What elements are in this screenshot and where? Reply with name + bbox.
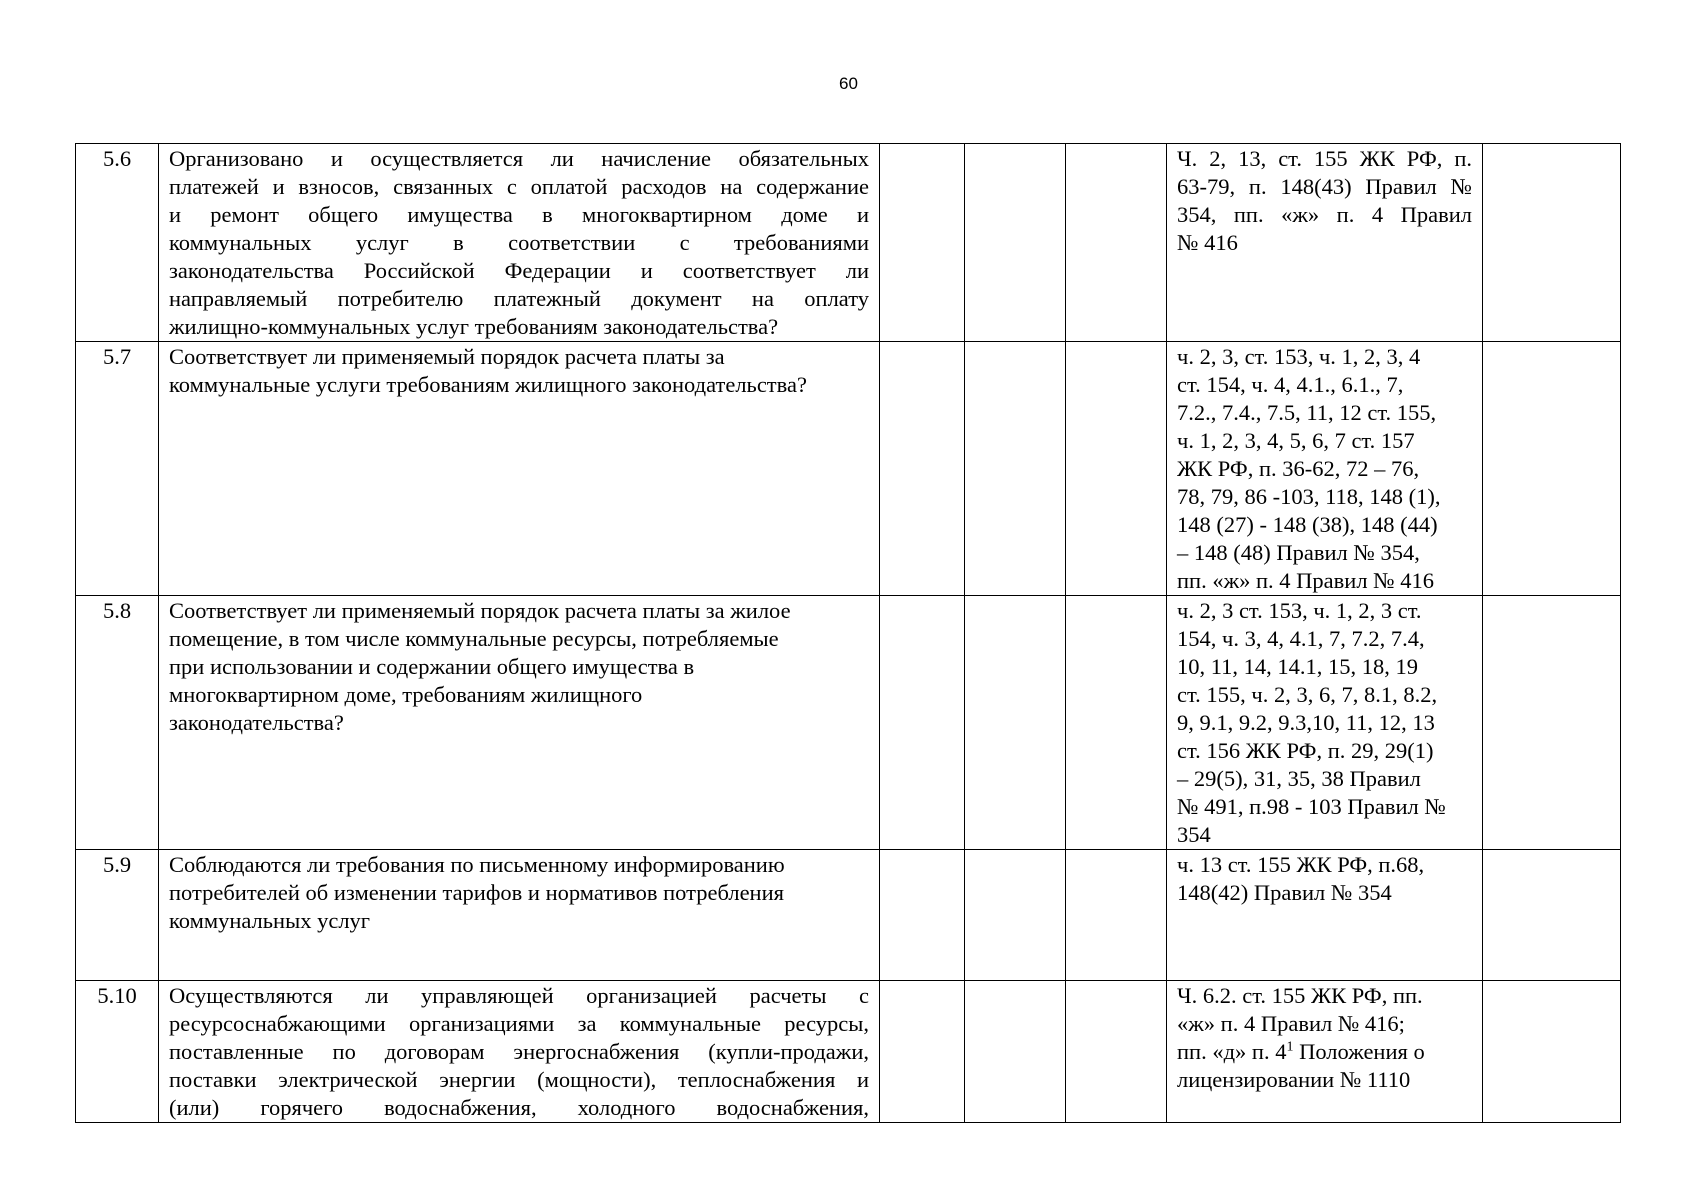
- law-line: ч. 2, 3 ст. 153, ч. 1, 2, 3 ст.: [1177, 598, 1422, 623]
- question-line: Соответствует ли применяемый порядок расчета платы за жилое: [169, 598, 791, 623]
- law-line: 154, ч. 3, 4, 4.1, 7, 7.2, 7.4,: [1177, 626, 1425, 651]
- question-line: Осуществляются ли управляющей организацией расчеты с: [169, 983, 869, 1008]
- law-line: № 416: [1177, 230, 1238, 255]
- question-line: коммунальных услуг в соответствии с требованиями: [169, 230, 869, 255]
- question-line: жилищно-коммунальных услуг требованиям законодательства?: [169, 314, 779, 339]
- law-reference-cell: [1167, 596, 1483, 850]
- empty-cell: [965, 596, 1066, 850]
- law-line: 7.2., 7.4., 7.5, 11, 12 ст. 155,: [1177, 400, 1437, 425]
- page-number: 60: [839, 74, 858, 93]
- empty-cell: [880, 144, 965, 342]
- question-cell: [159, 596, 880, 850]
- empty-cell: [965, 850, 1066, 981]
- empty-cell: [965, 342, 1066, 596]
- empty-cell: [1483, 596, 1621, 850]
- question-line: ресурсоснабжающими организациями за коммунальные ресурсы,: [169, 1011, 869, 1036]
- law-line: 354: [1177, 822, 1211, 847]
- law-reference-cell: [1167, 144, 1483, 342]
- empty-cell: [1483, 144, 1621, 342]
- question-line: законодательства?: [169, 710, 344, 735]
- law-line: Ч. 2, 13, ст. 155 ЖК РФ, п.: [1177, 146, 1472, 171]
- law-line: ЖК РФ, п. 36-62, 72 – 76,: [1177, 456, 1420, 481]
- law-line: 9, 9.1, 9.2, 9.3,10, 11, 12, 13: [1177, 710, 1435, 735]
- question-cell: [159, 342, 880, 596]
- row-number: 5.10: [76, 981, 159, 1123]
- law-line: 148 (27) - 148 (38), 148 (44): [1177, 512, 1438, 537]
- empty-cell: [1066, 850, 1167, 981]
- law-reference-cell: [1167, 981, 1483, 1123]
- question-line: коммунальные услуги требованиям жилищного законодательства?: [169, 372, 807, 397]
- question-line: помещение, в том числе коммунальные ресурсы, потребляемые: [169, 626, 779, 651]
- law-line: – 148 (48) Правил № 354,: [1177, 540, 1420, 565]
- law-line: 10, 11, 14, 14.1, 15, 18, 19: [1177, 654, 1419, 679]
- law-line-prefix: пп. «д» п. 4: [1177, 1039, 1287, 1064]
- question-line: поставленные по договорам энергоснабжения (купли-продажи,: [169, 1039, 869, 1064]
- empty-cell: [1483, 981, 1621, 1123]
- table-row: [76, 596, 1621, 850]
- empty-cell: [1066, 342, 1167, 596]
- law-line: ч. 2, 3, ст. 153, ч. 1, 2, 3, 4: [1177, 344, 1421, 369]
- question-line: (или) горячего водоснабжения, холодного водоснабжения,: [169, 1095, 869, 1120]
- row-number: 5.7: [76, 342, 159, 596]
- question-line: Соответствует ли применяемый порядок расчета платы за: [169, 344, 725, 369]
- question-line: при использовании и содержании общего имущества в: [169, 654, 695, 679]
- law-line: 354, пп. «ж» п. 4 Правил: [1177, 202, 1472, 227]
- table-row: [76, 144, 1621, 342]
- question-cell: [159, 850, 880, 981]
- question-line: законодательства Российской Федерации и соответствует ли: [169, 258, 869, 283]
- checklist-table: [75, 143, 1621, 1123]
- question-line: направляемый потребителю платежный документ на оплату: [169, 286, 869, 311]
- row-number: 5.9: [76, 850, 159, 981]
- law-line: 63-79, п. 148(43) Правил №: [1177, 174, 1472, 199]
- question-line: и ремонт общего имущества в многоквартирном доме и: [169, 202, 869, 227]
- empty-cell: [965, 144, 1066, 342]
- empty-cell: [1066, 144, 1167, 342]
- question-line: платежей и взносов, связанных с оплатой расходов на содержание: [169, 174, 869, 199]
- law-reference-cell: [1167, 850, 1483, 981]
- question-cell: [159, 981, 880, 1123]
- law-line: ст. 154, ч. 4, 4.1., 6.1., 7,: [1177, 372, 1404, 397]
- question-cell: [159, 144, 880, 342]
- question-line: коммунальных услуг: [169, 908, 371, 933]
- table-row: [76, 850, 1621, 981]
- law-line: [1177, 1038, 1472, 1066]
- law-line: 78, 79, 86 -103, 118, 148 (1),: [1177, 484, 1441, 509]
- law-line: «ж» п. 4 Правил № 416;: [1177, 1011, 1405, 1036]
- empty-cell: [1066, 981, 1167, 1123]
- law-line: ч. 1, 2, 3, 4, 5, 6, 7 ст. 157: [1177, 428, 1415, 453]
- question-line: многоквартирном доме, требованиям жилищного: [169, 682, 643, 707]
- law-reference-cell: [1167, 342, 1483, 596]
- law-line: 148(42) Правил № 354: [1177, 880, 1392, 905]
- table-row: [76, 981, 1621, 1123]
- empty-cell: [1483, 850, 1621, 981]
- empty-cell: [880, 981, 965, 1123]
- question-line: потребителей об изменении тарифов и нормативов потребления: [169, 880, 784, 905]
- law-line: ст. 155, ч. 2, 3, 6, 7, 8.1, 8.2,: [1177, 682, 1438, 707]
- empty-cell: [880, 596, 965, 850]
- row-number: 5.6: [76, 144, 159, 342]
- law-line-suffix: Положения о: [1293, 1039, 1425, 1064]
- table-row: [76, 342, 1621, 596]
- row-number: 5.8: [76, 596, 159, 850]
- question-line: Организовано и осуществляется ли начисление обязательных: [169, 146, 869, 171]
- empty-cell: [880, 342, 965, 596]
- law-line: ч. 13 ст. 155 ЖК РФ, п.68,: [1177, 852, 1425, 877]
- law-line: лицензировании № 1110: [1177, 1067, 1411, 1092]
- empty-cell: [965, 981, 1066, 1123]
- superscript: 1: [1286, 1039, 1294, 1055]
- question-line: Соблюдаются ли требования по письменному информированию: [169, 852, 785, 877]
- law-line: ст. 156 ЖК РФ, п. 29, 29(1): [1177, 738, 1434, 763]
- law-line: пп. «ж» п. 4 Правил № 416: [1177, 568, 1435, 593]
- empty-cell: [880, 850, 965, 981]
- empty-cell: [1483, 342, 1621, 596]
- law-line: – 29(5), 31, 35, 38 Правил: [1177, 766, 1421, 791]
- empty-cell: [1066, 596, 1167, 850]
- law-line: Ч. 6.2. ст. 155 ЖК РФ, пп.: [1177, 983, 1423, 1008]
- question-line: поставки электрической энергии (мощности), теплоснабжения и: [169, 1067, 869, 1092]
- law-line: № 491, п.98 - 103 Правил №: [1177, 794, 1446, 819]
